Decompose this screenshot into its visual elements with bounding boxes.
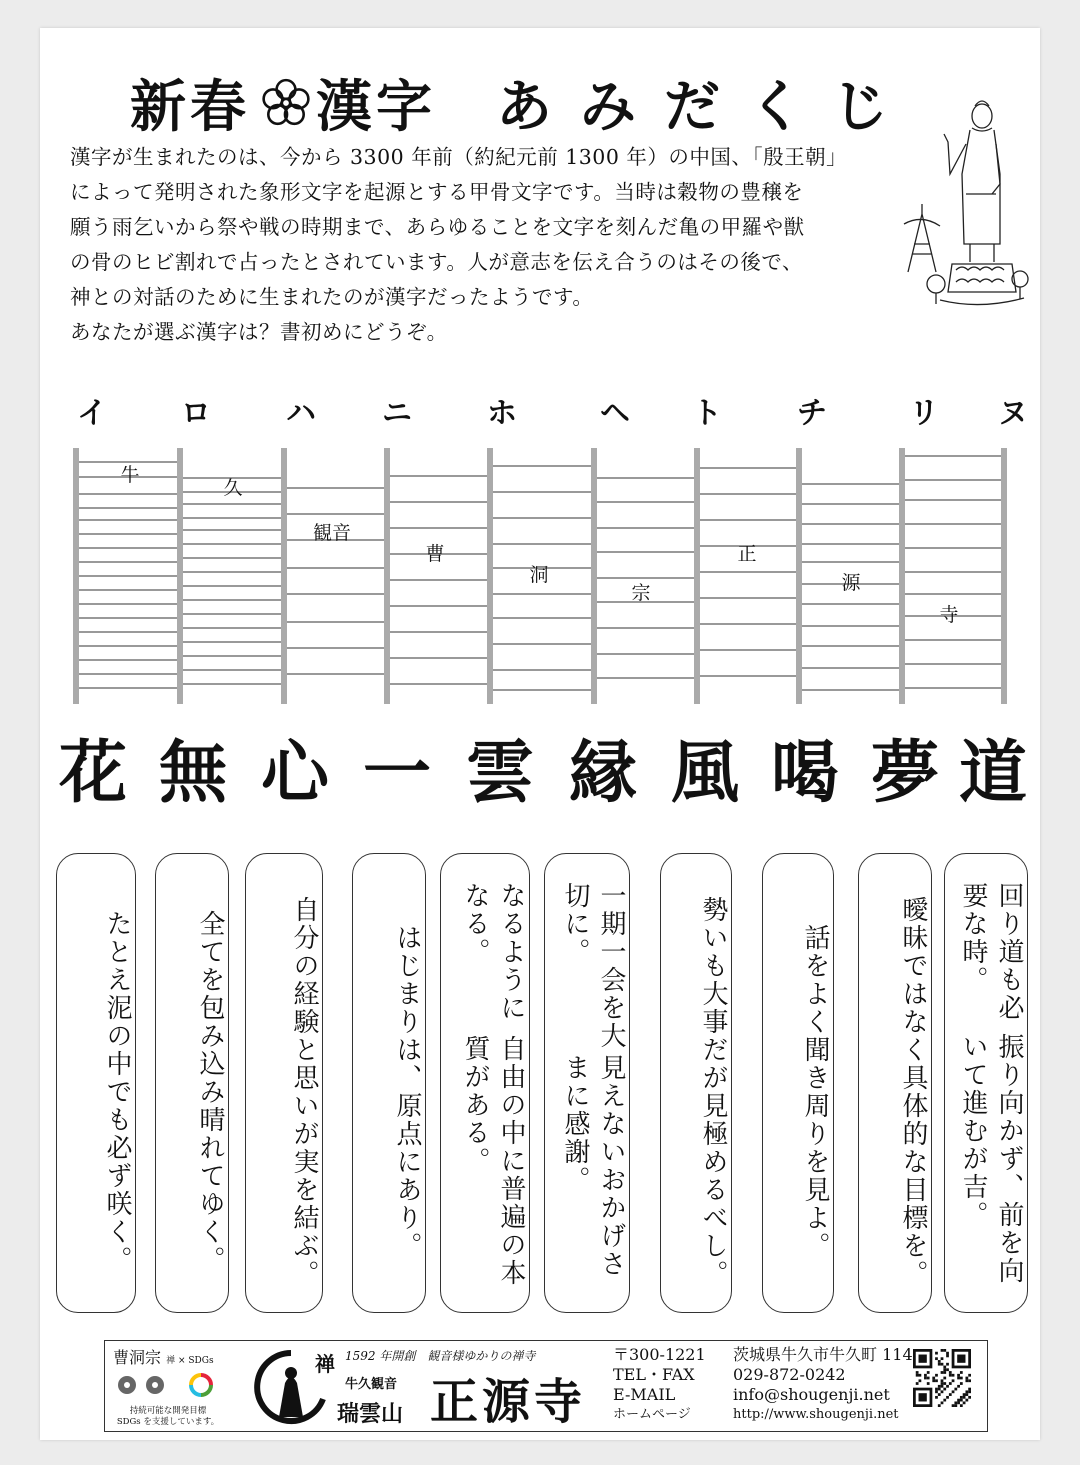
fortune-card bbox=[56, 853, 136, 1313]
kanji-choice: 風 bbox=[670, 733, 739, 813]
fortune-card bbox=[762, 853, 834, 1313]
fortune-text: 振り向かず、前を向いて進むが吉。 bbox=[958, 1033, 1024, 1286]
email-address[interactable]: info@shougenji.net bbox=[733, 1385, 890, 1404]
fortune-card bbox=[944, 853, 1028, 1313]
ladder-label: 曹 bbox=[425, 543, 445, 565]
address: 茨城県牛久市牛久町 114 bbox=[733, 1345, 913, 1364]
hp-label: ホームページ bbox=[613, 1407, 691, 1422]
kana-label: ホ bbox=[487, 396, 517, 431]
ladder-label: 牛 bbox=[120, 464, 140, 486]
fortune-text: 自由の中に普遍の本質がある。 bbox=[460, 1034, 526, 1287]
kanji-choice: 喝 bbox=[770, 733, 839, 813]
kana-label: リ bbox=[909, 396, 939, 431]
kanji-choice: 夢 bbox=[870, 733, 939, 813]
intro-line: 願う雨乞いから祭や戦の時期まで、あらゆることを文字を刻んだ亀の甲羅や獣 bbox=[70, 215, 805, 239]
kana-label: ロ bbox=[181, 396, 211, 431]
fortune-card bbox=[352, 853, 426, 1313]
zen-sdgs: 禅 × SDGs bbox=[166, 1356, 214, 1366]
intro-line: 神との対話のために生まれたのが漢字だったようです。 bbox=[70, 285, 594, 309]
fortune-text: 一期一会を大切に。 bbox=[560, 882, 626, 1050]
amida-ladder bbox=[40, 28, 1040, 728]
fortune-card bbox=[858, 853, 932, 1313]
sdgs-icon bbox=[113, 1368, 223, 1402]
kana-label: ト bbox=[692, 396, 722, 431]
fortune-card bbox=[245, 853, 323, 1313]
kana-label: ハ bbox=[286, 396, 316, 431]
kana-label: ヘ bbox=[600, 396, 630, 431]
fortune-text: はじまりは、原点にあり。 bbox=[392, 924, 422, 1260]
fortune-text: 曖昧ではなく具体的な目標を。 bbox=[898, 896, 928, 1288]
fortune-card bbox=[440, 853, 530, 1313]
mountain-name: 瑞雲山 bbox=[337, 1401, 404, 1427]
tel-number: 029-872-0242 bbox=[733, 1365, 846, 1384]
sdgs-line: 持続可能な開発目標 bbox=[129, 1406, 207, 1416]
website-url[interactable]: http://www.shougenji.net bbox=[733, 1407, 899, 1422]
ladder-label: 洞 bbox=[529, 564, 549, 586]
sect-name: 曹洞宗 bbox=[113, 1348, 162, 1367]
intro-line: 漢字が生まれたのは、今から 3300 年前（約紀元前 1300 年）の中国、「殷王朝」 bbox=[70, 145, 848, 169]
temple-name: 正源寺 bbox=[430, 1374, 587, 1430]
title-part1: 新春 bbox=[130, 75, 250, 140]
ladder-label: 源 bbox=[841, 572, 861, 594]
kana-label: ニ bbox=[382, 396, 412, 431]
zen-character: 禅 bbox=[315, 1352, 335, 1376]
ladder-label: 観音 bbox=[312, 522, 352, 544]
kanji-choice: 無 bbox=[158, 733, 227, 813]
ladder-label: 寺 bbox=[939, 604, 959, 626]
fortune-text: 話をよく聞き周りを見よ。 bbox=[800, 924, 830, 1260]
email-label: E-MAIL bbox=[613, 1385, 676, 1404]
fortune-text: 見えないおかげさまに感謝。 bbox=[560, 1053, 626, 1278]
fortune-card bbox=[660, 853, 732, 1313]
fortune-card bbox=[544, 853, 630, 1313]
kana-label: ヌ bbox=[998, 396, 1028, 431]
title-part3: あみだくじ bbox=[496, 75, 916, 140]
sdgs-line: SDGs を支援しています。 bbox=[116, 1417, 220, 1427]
zen-monk-logo-icon bbox=[245, 1347, 335, 1427]
postal-code: 〒300-1221 bbox=[613, 1345, 706, 1364]
kanji-choice: 道 bbox=[958, 733, 1027, 813]
contact-labels bbox=[613, 1345, 706, 1425]
kanji-choice: 雲 bbox=[465, 733, 534, 813]
kana-label: チ bbox=[797, 396, 827, 431]
fortune-text: たとえ泥の中でも必ず咲く。 bbox=[102, 910, 132, 1274]
qr-code-icon bbox=[913, 1349, 971, 1407]
founded-text: 1592 年開創 観音様ゆかりの禅寺 bbox=[345, 1349, 536, 1363]
fortune-text: なるようになる。 bbox=[460, 882, 526, 1022]
fortune-text: 勢いも大事だが見極めるべし。 bbox=[698, 896, 728, 1288]
kanji-choice: 心 bbox=[260, 733, 329, 813]
tel-label: TEL・FAX bbox=[613, 1365, 695, 1384]
title-part2: 漢字 bbox=[316, 75, 436, 140]
intro-line: によって発明された象形文字を起源とする甲骨文字です。当時は穀物の豊穣を bbox=[70, 180, 804, 204]
ladder-label: 宗 bbox=[631, 582, 651, 604]
sect-block bbox=[113, 1345, 233, 1428]
fortune-card bbox=[155, 853, 229, 1313]
fortune-text: 回り道も必要な時。 bbox=[958, 882, 1024, 1022]
ladder-label: 正 bbox=[737, 543, 757, 565]
sheet bbox=[40, 28, 1040, 1440]
kana-label: イ bbox=[77, 396, 107, 431]
ladder-label: 久 bbox=[223, 477, 243, 499]
kanji-choice: 縁 bbox=[568, 733, 637, 813]
kanji-choice: 花 bbox=[58, 733, 127, 813]
kanji-choice: 一 bbox=[362, 733, 431, 813]
fortune-text: 全てを包み込み晴れてゆく。 bbox=[195, 910, 225, 1274]
contact-values bbox=[733, 1345, 913, 1425]
intro-line: の骨のヒビ割れで占ったとされています。人が意志を伝え合うのはその後で、 bbox=[70, 250, 803, 274]
fortune-text: 自分の経験と思いが実を結ぶ。 bbox=[289, 896, 319, 1288]
kanji-row bbox=[48, 728, 1038, 818]
intro-line: あなたが選ぶ漢字は？書初めにどうぞ。 bbox=[70, 320, 448, 344]
temple-yomi: 牛久観音 bbox=[345, 1377, 398, 1392]
temple-footer bbox=[104, 1340, 988, 1432]
